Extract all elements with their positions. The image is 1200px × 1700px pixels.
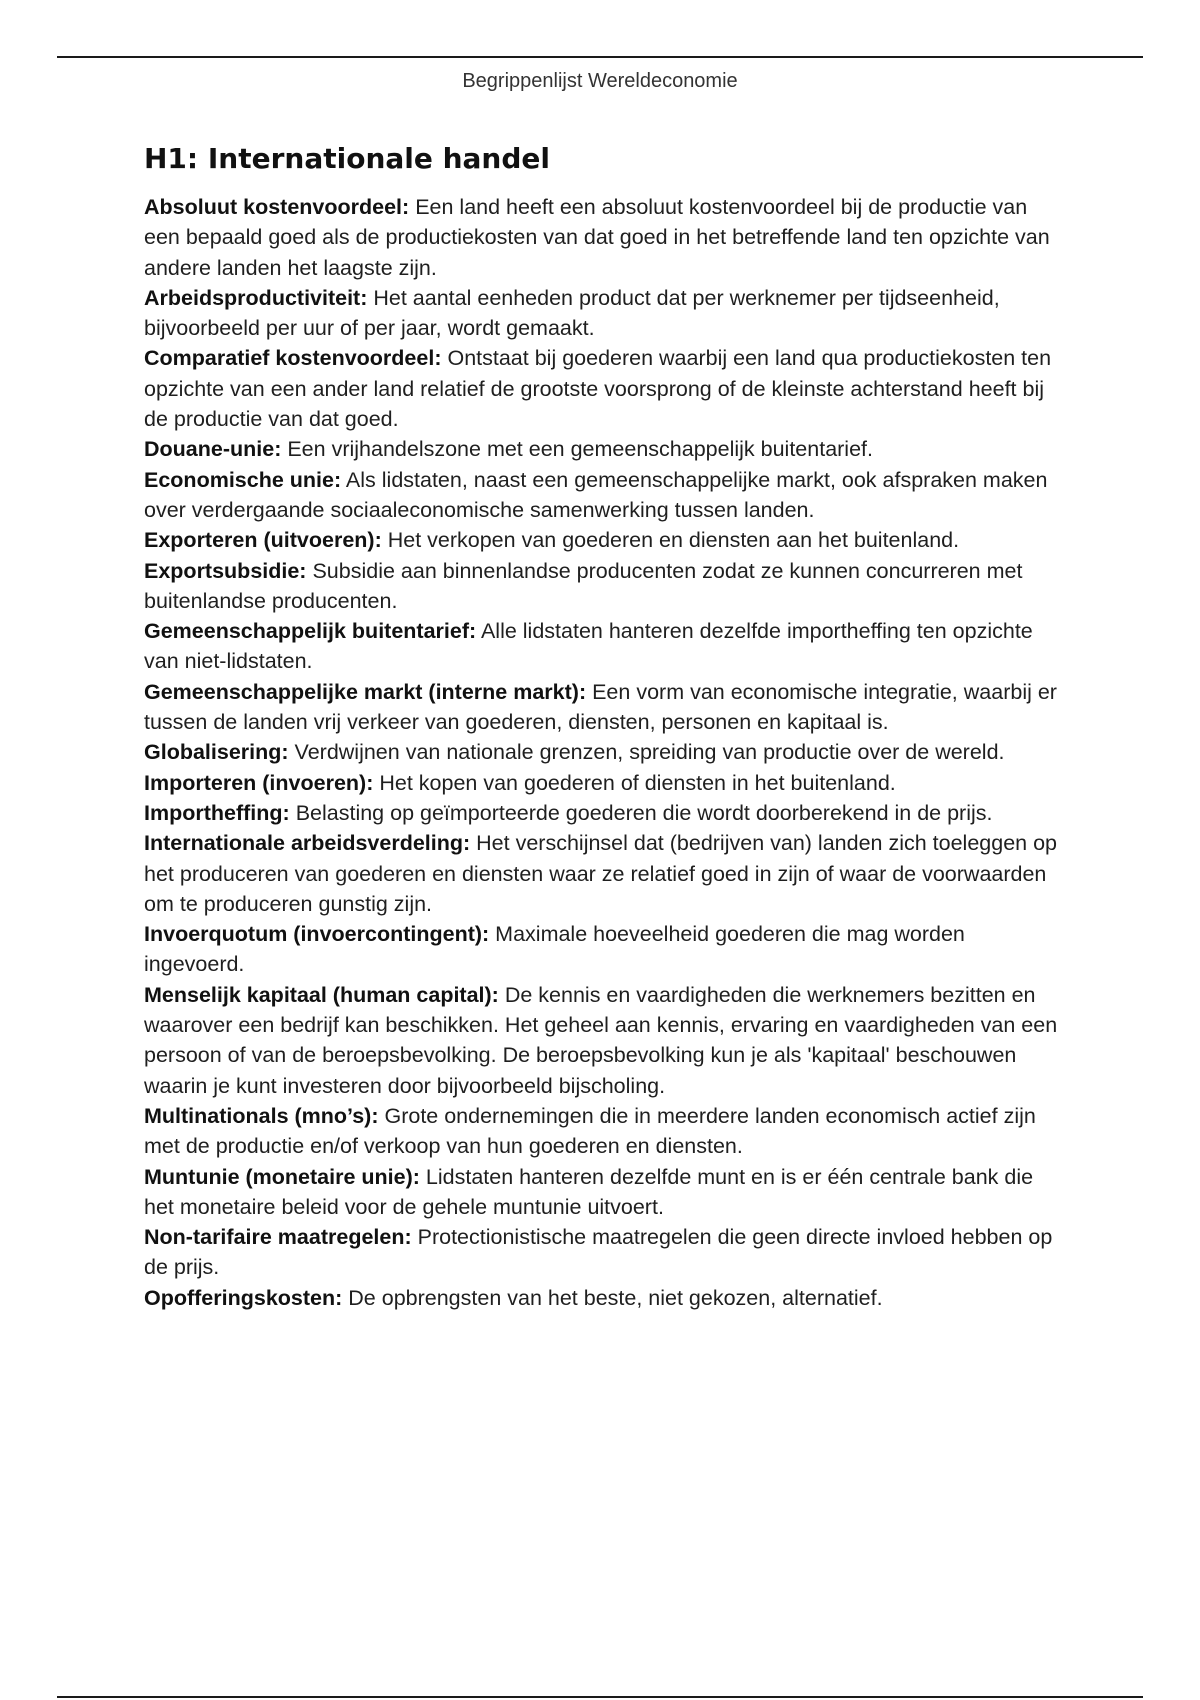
glossary-entry [144,798,1064,828]
glossary-term: Menselijk kapitaal (human capital): [144,982,499,1007]
footer-rule [57,1696,1143,1698]
glossary-definition: Het verschijnsel dat (bedrijven van) landen zich toeleggen op het produceren van goederen en diensten waar ze relatief goed in zijn of waar de voorwaarden om te produceren gunstig zijn. [144,831,1058,916]
glossary-term: Importeren (invoeren): [144,770,374,795]
running-header: Begrippenlijst Wereldeconomie [462,70,738,92]
glossary-definition: Ontstaat bij goederen waarbij een land qua productiekosten ten opzichte van een ander land relatief de grootste voorsprong of de kleinste achterstand heeft bij de productie van dat goed. [144,346,1052,432]
glossary-entry [144,828,1064,919]
glossary-definition: Het kopen van goederen of diensten in het buitenland. [379,770,896,795]
glossary-definition: Het aantal eenheden product dat per werknemer per tijdseenheid, bijvoorbeeld per uur of per jaar, wordt gemaakt. [144,285,1000,341]
glossary-term: Internationale arbeidsverdeling: [144,831,471,856]
glossary-entry [144,616,1064,677]
glossary-entry [144,1222,1064,1283]
glossary-term: Gemeenschappelijke markt (interne markt): [144,679,587,704]
glossary-entry [144,737,1064,767]
glossary-term: Economische unie: [144,467,342,492]
glossary-definition: Grote ondernemingen die in meerdere landen economisch actief zijn met de productie en/of verkoop van hun goederen en diensten. [144,1103,1036,1159]
glossary-term: Comparatief kostenvoordeel: [144,346,442,371]
glossary-entry [144,768,1064,798]
glossary-entry [144,1162,1064,1223]
glossary-definition: Een vorm van economische integratie, waarbij er tussen de landen vrij verkeer van goederen, diensten, personen en kapitaal is. [144,679,1057,735]
glossary-entry [144,192,1064,283]
glossary-term: Non-tarifaire maatregelen: [144,1225,412,1250]
glossary-term: Invoerquotum (invoercontingent): [144,922,490,947]
glossary-term: Exportsubsidie: [144,558,307,583]
glossary-definition: Lidstaten hanteren dezelfde munt en is er één centrale bank die het monetaire beleid voor de gehele muntunie uitvoert. [144,1164,1034,1219]
glossary-definition: Een vrijhandelszone met een gemeenschappelijk buitentarief. [287,437,873,462]
glossary-term: Globalisering: [144,740,289,765]
glossary-term: Muntunie (monetaire unie): [144,1164,420,1189]
glossary-definition: Maximale hoeveelheid goederen die mag worden ingevoerd. [144,922,965,977]
glossary-definition: Het verkopen van goederen en diensten aan het buitenland. [387,528,960,553]
glossary-term: Gemeenschappelijk buitentarief: [144,619,477,644]
glossary-definition: De kennis en vaardigheden die werknemers bezitten en waarover een bedrijf kan beschikken. Het geheel aan kennis, ervaring en vaardigheden van een persoon of van de beroepsbevolking. De beroepsbevolking kun je als 'kapitaal' beschouwen waarin je kunt investeren door bijvoorbeeld bijscholing. [144,982,1058,1098]
glossary-definition: Protectionistische maatregelen die geen directe invloed hebben op de prijs. [144,1225,1053,1280]
glossary-definition: Belasting op geïmporteerde goederen die wordt doorberekend in de prijs. [295,800,993,825]
glossary-definition: Alle lidstaten hanteren dezelfde importheffing ten opzichte van niet-lidstaten. [144,619,1033,674]
glossary-entry [144,1101,1064,1162]
glossary-entry [144,556,1064,617]
glossary-entry [144,1283,1064,1313]
glossary-definition: Verdwijnen van nationale grenzen, spreiding van productie over de wereld. [294,740,1005,765]
glossary-entry [144,465,1064,526]
glossary-entry [144,677,1064,738]
glossary-entry [144,919,1064,980]
glossary-entry [144,434,1064,464]
glossary-definition: Als lidstaten, naast een gemeenschappelijke markt, ook afspraken maken over verdergaande sociaaleconomische samenwerking tussen landen. [144,467,1048,522]
glossary-term: Douane-unie: [144,437,282,462]
section-title: H1: Internationale handel [144,142,550,175]
glossary-entry [144,980,1064,1101]
glossary-term: Opofferingskosten: [144,1285,343,1310]
glossary-term: Absoluut kostenvoordeel: [144,195,410,219]
glossary-definition: Een land heeft een absoluut kostenvoordeel bij de productie van een bepaald goed als de productiekosten van dat goed in het betreffende land ten opzichte van andere landen het laagste zijn. [144,195,1050,280]
glossary-definition: Subsidie aan binnenlandse producenten zodat ze kunnen concurreren met buitenlandse producenten. [144,558,1023,613]
glossary-entry [144,283,1064,344]
glossary-term: Exporteren (uitvoeren): [144,528,382,553]
glossary-term: Multinationals (mno’s): [144,1103,379,1128]
glossary-definition: De opbrengsten van het beste, niet gekozen, alternatief. [348,1285,883,1310]
glossary-term: Importheffing: [144,800,290,825]
glossary-entry [144,525,1064,555]
glossary-list [144,192,1064,1313]
header-rule [57,56,1143,58]
page-body [144,138,1064,1313]
glossary-entry [144,343,1064,434]
glossary-term: Arbeidsproductiviteit: [144,285,368,310]
